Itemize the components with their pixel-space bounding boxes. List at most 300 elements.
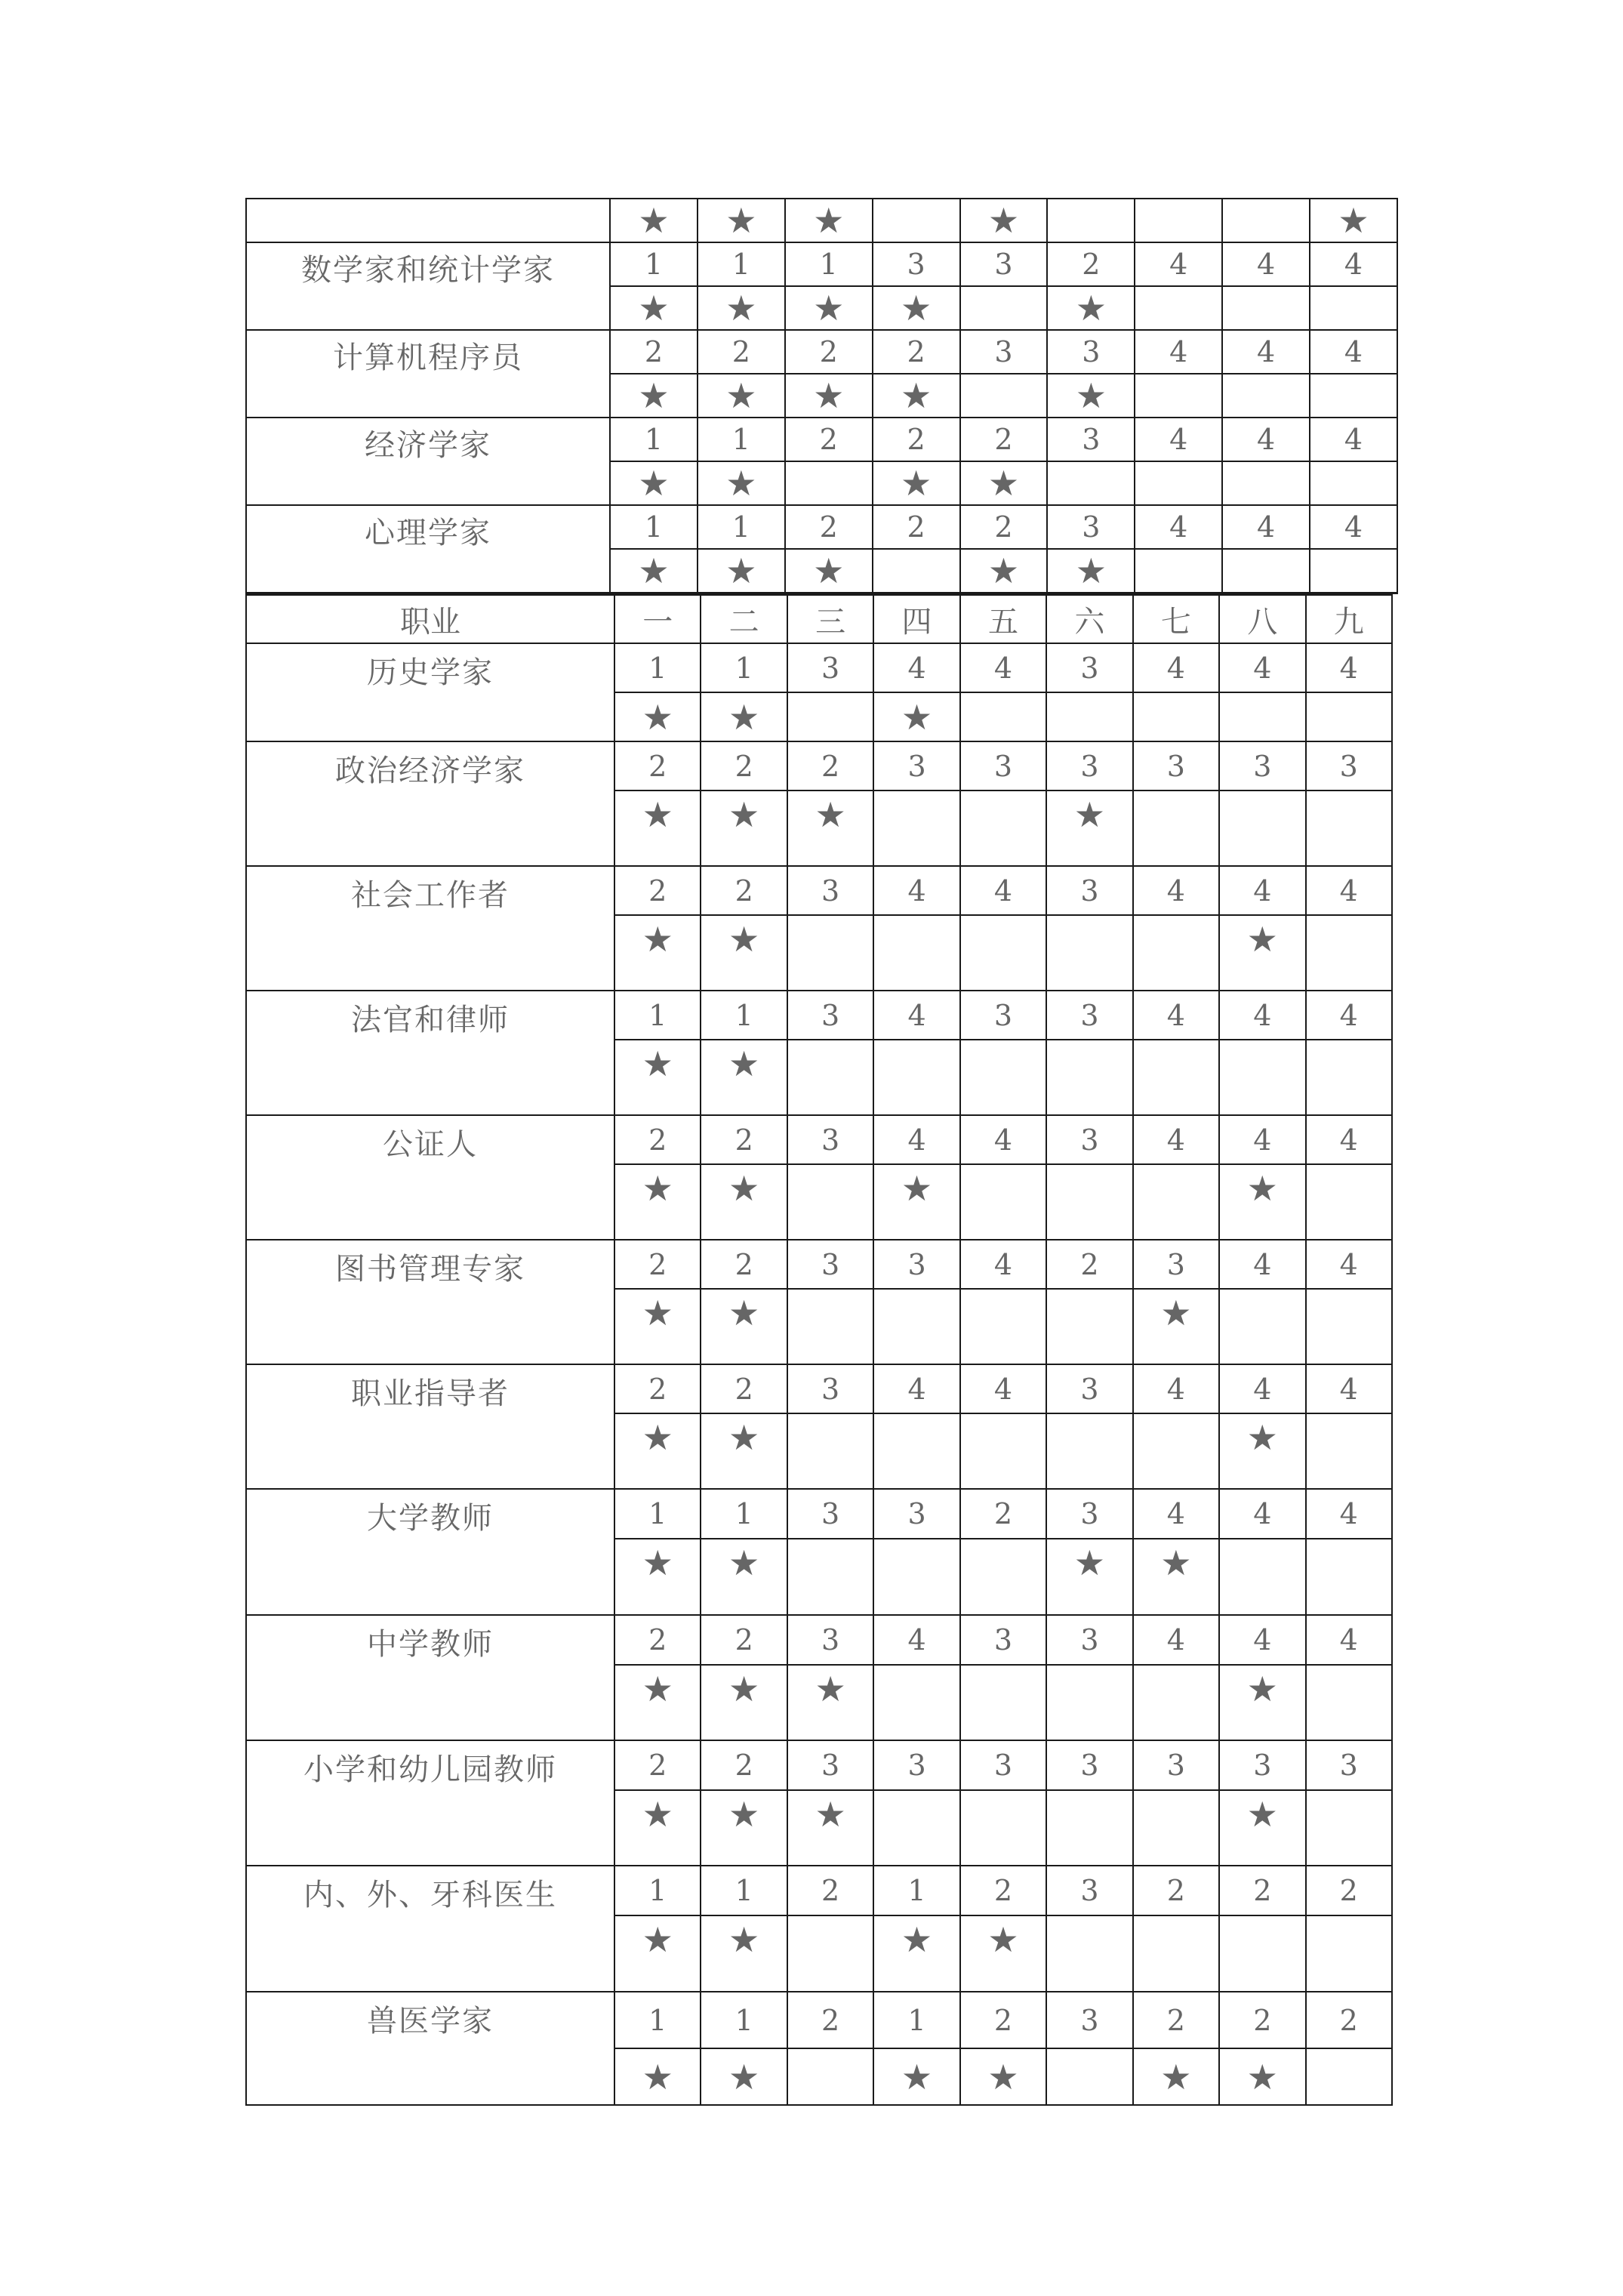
table-row — [246, 418, 1397, 461]
rating-value: 2 — [698, 330, 785, 374]
star-icon: ★ — [728, 2056, 760, 2097]
rating-value: 4 — [1222, 418, 1310, 461]
star-icon: ★ — [1338, 200, 1369, 241]
empty-cell — [1306, 1413, 1393, 1489]
star-icon: ★ — [642, 1293, 673, 1333]
table-row — [246, 1615, 1392, 1665]
rating-value: 4 — [1219, 1115, 1305, 1164]
rating-value: 2 — [701, 866, 787, 915]
table-row — [246, 199, 1397, 242]
empty-cell — [1133, 1164, 1219, 1240]
empty-cell — [1046, 2048, 1132, 2105]
empty-cell — [960, 286, 1048, 330]
star-icon-cell — [610, 286, 698, 330]
rating-value: 1 — [614, 1866, 701, 1915]
star-icon: ★ — [813, 200, 845, 241]
rating-value: 3 — [960, 741, 1046, 791]
star-icon-cell — [1133, 1289, 1219, 1364]
rating-value: 4 — [1222, 242, 1310, 286]
occupation-name: 政治经济学家 — [246, 741, 614, 866]
empty-cell — [1219, 791, 1305, 866]
star-icon-cell — [698, 549, 785, 593]
occupation-name: 数学家和统计学家 — [246, 242, 610, 330]
rating-value: 4 — [1219, 643, 1305, 692]
empty-cell — [1306, 1539, 1393, 1615]
empty-cell — [960, 1790, 1046, 1866]
empty-cell — [1135, 374, 1222, 418]
star-icon: ★ — [987, 2056, 1019, 2097]
rating-value: 1 — [698, 505, 785, 549]
rating-value: 2 — [1306, 1866, 1393, 1915]
rating-value: 1 — [614, 991, 701, 1040]
empty-cell — [1133, 915, 1219, 991]
star-icon-cell — [960, 199, 1048, 242]
star-icon-cell — [610, 199, 698, 242]
rating-value: 3 — [960, 1615, 1046, 1665]
star-icon: ★ — [728, 794, 760, 835]
column-header: 七 — [1133, 595, 1219, 643]
empty-cell — [1306, 692, 1393, 741]
rating-value: 3 — [787, 866, 873, 915]
star-icon: ★ — [725, 200, 757, 241]
rating-value: 2 — [1047, 242, 1135, 286]
rating-value: 2 — [614, 1740, 701, 1790]
rating-value: 3 — [1046, 1115, 1132, 1164]
rating-value: 4 — [1219, 1364, 1305, 1413]
header-label: 职业 — [246, 595, 614, 643]
star-icon-cell — [1219, 1164, 1305, 1240]
star-icon-cell — [610, 374, 698, 418]
star-icon: ★ — [728, 1542, 760, 1583]
empty-cell — [1135, 461, 1222, 505]
star-icon-cell — [614, 1413, 701, 1489]
occupation-name: 社会工作者 — [246, 866, 614, 991]
rating-value: 3 — [873, 1740, 959, 1790]
star-icon-cell — [1133, 2048, 1219, 2105]
rating-value: 4 — [1222, 505, 1310, 549]
table-row — [246, 1740, 1392, 1790]
rating-value: 2 — [787, 741, 873, 791]
star-icon-cell — [614, 791, 701, 866]
rating-value: 3 — [1046, 1740, 1132, 1790]
star-icon: ★ — [901, 1168, 933, 1209]
star-icon-cell — [701, 2048, 787, 2105]
empty-cell — [1222, 461, 1310, 505]
empty-cell — [873, 1539, 959, 1615]
empty-cell — [787, 2048, 873, 2105]
empty-cell — [1046, 1164, 1132, 1240]
empty-cell — [873, 199, 960, 242]
empty-cell — [1046, 1915, 1132, 1992]
rating-value: 4 — [873, 991, 959, 1040]
rating-value: 1 — [610, 505, 698, 549]
star-icon-cell — [873, 1915, 959, 1992]
star-icon-cell — [873, 2048, 959, 2105]
empty-cell — [873, 791, 959, 866]
rating-value: 4 — [960, 1240, 1046, 1289]
rating-value: 3 — [1133, 1740, 1219, 1790]
star-icon-cell — [701, 915, 787, 991]
star-icon-cell — [787, 1790, 873, 1866]
rating-value: 2 — [701, 1364, 787, 1413]
empty-cell — [1310, 374, 1397, 418]
empty-cell — [1219, 1915, 1305, 1992]
occupation-name: 大学教师 — [246, 1489, 614, 1615]
rating-value: 2 — [785, 418, 873, 461]
star-icon-cell — [960, 549, 1048, 593]
rating-value: 4 — [960, 866, 1046, 915]
star-icon-cell — [787, 1665, 873, 1740]
empty-cell — [1310, 549, 1397, 593]
star-icon-cell — [614, 1040, 701, 1115]
star-icon-cell — [614, 692, 701, 741]
star-icon-cell — [614, 1665, 701, 1740]
empty-cell — [960, 692, 1046, 741]
star-icon: ★ — [642, 696, 673, 738]
table-row — [246, 1364, 1392, 1413]
rating-value: 3 — [787, 991, 873, 1040]
rating-value: 4 — [960, 1364, 1046, 1413]
star-icon: ★ — [1246, 1794, 1278, 1835]
empty-cell — [787, 692, 873, 741]
empty-cell — [1306, 791, 1393, 866]
star-icon-cell — [614, 2048, 701, 2105]
empty-cell — [960, 1289, 1046, 1364]
star-icon-cell — [1219, 2048, 1305, 2105]
rating-value: 2 — [960, 418, 1048, 461]
empty-cell — [1133, 1665, 1219, 1740]
rating-value: 4 — [1219, 866, 1305, 915]
star-icon: ★ — [813, 550, 845, 591]
rating-value: 1 — [614, 1489, 701, 1539]
star-icon: ★ — [638, 200, 670, 241]
star-icon-cell — [701, 1413, 787, 1489]
star-icon: ★ — [815, 1794, 846, 1835]
rating-value: 4 — [1135, 330, 1222, 374]
empty-cell — [873, 1665, 959, 1740]
star-icon: ★ — [813, 288, 845, 328]
empty-cell — [873, 1790, 959, 1866]
star-icon-cell — [701, 791, 787, 866]
rating-value: 1 — [614, 643, 701, 692]
rating-value: 2 — [873, 505, 960, 549]
star-icon-cell — [698, 461, 785, 505]
column-header: 八 — [1219, 595, 1305, 643]
star-icon: ★ — [815, 1669, 846, 1709]
rating-value: 3 — [787, 1364, 873, 1413]
empty-cell — [1310, 286, 1397, 330]
table-row — [246, 1115, 1392, 1164]
occupation-name: 中学教师 — [246, 1615, 614, 1740]
occupation-name: 计算机程序员 — [246, 330, 610, 418]
rating-value: 3 — [960, 1740, 1046, 1790]
empty-cell — [1046, 1289, 1132, 1364]
rating-value: 4 — [1310, 330, 1397, 374]
rating-value: 2 — [960, 1866, 1046, 1915]
empty-cell — [1046, 1790, 1132, 1866]
rating-value: 3 — [960, 330, 1048, 374]
star-icon-cell — [1219, 915, 1305, 991]
rating-value: 1 — [701, 1992, 787, 2048]
rating-value: 3 — [1219, 741, 1305, 791]
empty-cell — [1219, 1539, 1305, 1615]
star-icon: ★ — [1075, 375, 1107, 416]
rating-value: 2 — [1219, 1866, 1305, 1915]
rating-value: 4 — [1222, 330, 1310, 374]
empty-cell — [873, 549, 960, 593]
star-icon: ★ — [1075, 288, 1107, 328]
star-icon: ★ — [638, 550, 670, 591]
occupation-name: 职业指导者 — [246, 1364, 614, 1489]
rating-value: 3 — [787, 1615, 873, 1665]
empty-cell — [1046, 1665, 1132, 1740]
star-icon: ★ — [725, 550, 757, 591]
rating-value: 2 — [701, 741, 787, 791]
empty-cell — [1047, 199, 1135, 242]
rating-value: 4 — [1219, 1240, 1305, 1289]
star-icon: ★ — [1246, 1669, 1278, 1709]
rating-value: 3 — [787, 1240, 873, 1289]
star-icon: ★ — [1246, 919, 1278, 960]
star-icon: ★ — [642, 919, 673, 960]
empty-cell — [1135, 286, 1222, 330]
star-icon-cell — [701, 1040, 787, 1115]
rating-value: 2 — [960, 505, 1048, 549]
rating-value: 4 — [1306, 643, 1393, 692]
rating-value: 3 — [1046, 1364, 1132, 1413]
star-icon: ★ — [728, 1794, 760, 1835]
column-header: 五 — [960, 595, 1046, 643]
rating-value: 2 — [701, 1115, 787, 1164]
empty-cell — [787, 1413, 873, 1489]
star-icon: ★ — [642, 1417, 673, 1458]
star-icon: ★ — [987, 200, 1020, 241]
rating-value: 4 — [873, 866, 959, 915]
occupation-name: 经济学家 — [246, 418, 610, 505]
star-icon: ★ — [1246, 1168, 1278, 1209]
star-icon: ★ — [728, 1669, 760, 1709]
star-icon: ★ — [1160, 1293, 1192, 1333]
star-icon: ★ — [642, 1919, 673, 1960]
rating-value: 1 — [701, 1489, 787, 1539]
rating-value: 1 — [610, 242, 698, 286]
empty-cell — [1046, 1413, 1132, 1489]
table-row — [246, 643, 1392, 692]
star-icon: ★ — [642, 2056, 673, 2097]
star-icon: ★ — [642, 794, 673, 835]
column-header: 一 — [614, 595, 701, 643]
star-icon: ★ — [642, 1043, 673, 1084]
star-icon: ★ — [987, 550, 1020, 591]
table-row — [246, 1489, 1392, 1539]
empty-cell — [873, 1289, 959, 1364]
star-icon: ★ — [725, 288, 757, 328]
rating-value: 3 — [1047, 418, 1135, 461]
rating-value: 2 — [610, 330, 698, 374]
rating-value: 2 — [1133, 1866, 1219, 1915]
empty-cell — [1133, 1413, 1219, 1489]
column-header: 九 — [1306, 595, 1393, 643]
star-icon: ★ — [901, 696, 933, 738]
rating-value: 3 — [1219, 1740, 1305, 1790]
star-icon-cell — [1219, 1413, 1305, 1489]
star-icon-cell — [785, 286, 873, 330]
rating-value: 2 — [614, 741, 701, 791]
column-header: 三 — [787, 595, 873, 643]
star-icon-cell — [785, 199, 873, 242]
occupation-table-part-1 — [245, 198, 1398, 594]
rating-value: 2 — [785, 505, 873, 549]
star-icon: ★ — [900, 375, 932, 416]
table-row — [246, 1992, 1392, 2048]
table-row — [246, 866, 1392, 915]
rating-value: 1 — [873, 1992, 959, 2048]
rating-value: 2 — [614, 1240, 701, 1289]
rating-value: 4 — [1306, 1240, 1393, 1289]
empty-cell — [785, 461, 873, 505]
rating-value: 4 — [1306, 1115, 1393, 1164]
rating-value: 4 — [1135, 418, 1222, 461]
rating-value: 4 — [1306, 866, 1393, 915]
star-icon-cell — [698, 286, 785, 330]
rating-value: 4 — [873, 1615, 959, 1665]
star-icon-cell — [960, 1915, 1046, 1992]
rating-value: 4 — [1135, 505, 1222, 549]
table-row — [246, 505, 1397, 549]
star-icon: ★ — [901, 2056, 933, 2097]
empty-cell — [1046, 915, 1132, 991]
rating-value: 3 — [1046, 741, 1132, 791]
rating-value: 2 — [873, 330, 960, 374]
star-icon: ★ — [728, 1168, 760, 1209]
star-icon-cell — [1047, 286, 1135, 330]
rating-value: 1 — [873, 1866, 959, 1915]
star-icon-cell — [785, 374, 873, 418]
rating-value: 4 — [960, 1115, 1046, 1164]
rating-value: 3 — [1046, 1866, 1132, 1915]
empty-cell — [1135, 549, 1222, 593]
empty-cell — [960, 1040, 1046, 1115]
star-icon-cell — [701, 1289, 787, 1364]
star-icon-cell — [1046, 791, 1132, 866]
empty-cell — [960, 1413, 1046, 1489]
table-row — [246, 330, 1397, 374]
empty-cell — [1046, 692, 1132, 741]
empty-cell — [1222, 374, 1310, 418]
empty-cell — [1222, 549, 1310, 593]
rating-value: 4 — [1219, 1615, 1305, 1665]
rating-value: 4 — [1133, 991, 1219, 1040]
rating-value: 2 — [614, 866, 701, 915]
star-icon: ★ — [815, 794, 846, 835]
empty-cell — [960, 1665, 1046, 1740]
star-icon: ★ — [642, 1669, 673, 1709]
star-icon-cell — [701, 1164, 787, 1240]
rating-value: 1 — [698, 418, 785, 461]
star-icon: ★ — [728, 696, 760, 738]
star-icon: ★ — [900, 288, 932, 328]
empty-cell — [1306, 1665, 1393, 1740]
occupation-name: 内、外、牙科医生 — [246, 1866, 614, 1992]
rating-value: 3 — [1133, 1240, 1219, 1289]
occupation-name-empty — [246, 199, 610, 242]
rating-value: 1 — [701, 991, 787, 1040]
rating-value: 3 — [1046, 1615, 1132, 1665]
rating-value: 4 — [1133, 1615, 1219, 1665]
rating-value: 3 — [1306, 741, 1393, 791]
empty-cell — [873, 1413, 959, 1489]
empty-cell — [1133, 1790, 1219, 1866]
empty-cell — [1133, 1040, 1219, 1115]
star-icon-cell — [785, 549, 873, 593]
rating-value: 4 — [1310, 418, 1397, 461]
star-icon: ★ — [728, 1043, 760, 1084]
occupation-name: 历史学家 — [246, 643, 614, 741]
table-row — [246, 991, 1392, 1040]
rating-value: 3 — [1046, 991, 1132, 1040]
star-icon-cell — [873, 692, 959, 741]
occupation-name: 小学和幼儿园教师 — [246, 1740, 614, 1866]
rating-value: 3 — [873, 741, 959, 791]
star-icon: ★ — [638, 463, 670, 504]
star-icon-cell — [614, 1289, 701, 1364]
rating-value: 4 — [960, 643, 1046, 692]
rating-value: 3 — [787, 1115, 873, 1164]
rating-value: 3 — [787, 1489, 873, 1539]
empty-cell — [1306, 1040, 1393, 1115]
star-icon-cell — [873, 1164, 959, 1240]
rating-value: 3 — [1046, 643, 1132, 692]
rating-value: 4 — [1310, 242, 1397, 286]
empty-cell — [960, 915, 1046, 991]
rating-value: 2 — [701, 1615, 787, 1665]
star-icon-cell — [960, 461, 1048, 505]
star-icon-cell — [614, 1915, 701, 1992]
rating-value: 3 — [1046, 1489, 1132, 1539]
star-icon-cell — [787, 791, 873, 866]
empty-cell — [960, 1539, 1046, 1615]
rating-value: 3 — [960, 242, 1048, 286]
empty-cell — [1219, 1289, 1305, 1364]
star-icon-cell — [873, 461, 960, 505]
star-icon-cell — [1219, 1665, 1305, 1740]
rating-value: 3 — [1133, 741, 1219, 791]
occupation-table-part-2 — [245, 594, 1393, 2106]
star-icon-cell — [873, 286, 960, 330]
rating-value: 4 — [1306, 1364, 1393, 1413]
rating-value: 4 — [1133, 1364, 1219, 1413]
star-icon-cell — [1046, 1539, 1132, 1615]
empty-cell — [873, 915, 959, 991]
column-header: 四 — [873, 595, 959, 643]
rating-value: 2 — [614, 1364, 701, 1413]
star-icon-cell — [610, 461, 698, 505]
rating-value: 4 — [873, 643, 959, 692]
star-icon: ★ — [1073, 794, 1106, 835]
rating-value: 3 — [1047, 330, 1135, 374]
rating-value: 1 — [701, 643, 787, 692]
star-icon: ★ — [642, 1168, 673, 1209]
star-icon: ★ — [638, 288, 670, 328]
rating-value: 3 — [1046, 866, 1132, 915]
rating-value: 4 — [1133, 866, 1219, 915]
empty-cell — [1306, 2048, 1393, 2105]
rating-value: 2 — [1133, 1992, 1219, 2048]
star-icon: ★ — [725, 463, 757, 504]
star-icon: ★ — [1073, 1542, 1106, 1583]
rating-value: 4 — [1133, 643, 1219, 692]
empty-cell — [960, 791, 1046, 866]
